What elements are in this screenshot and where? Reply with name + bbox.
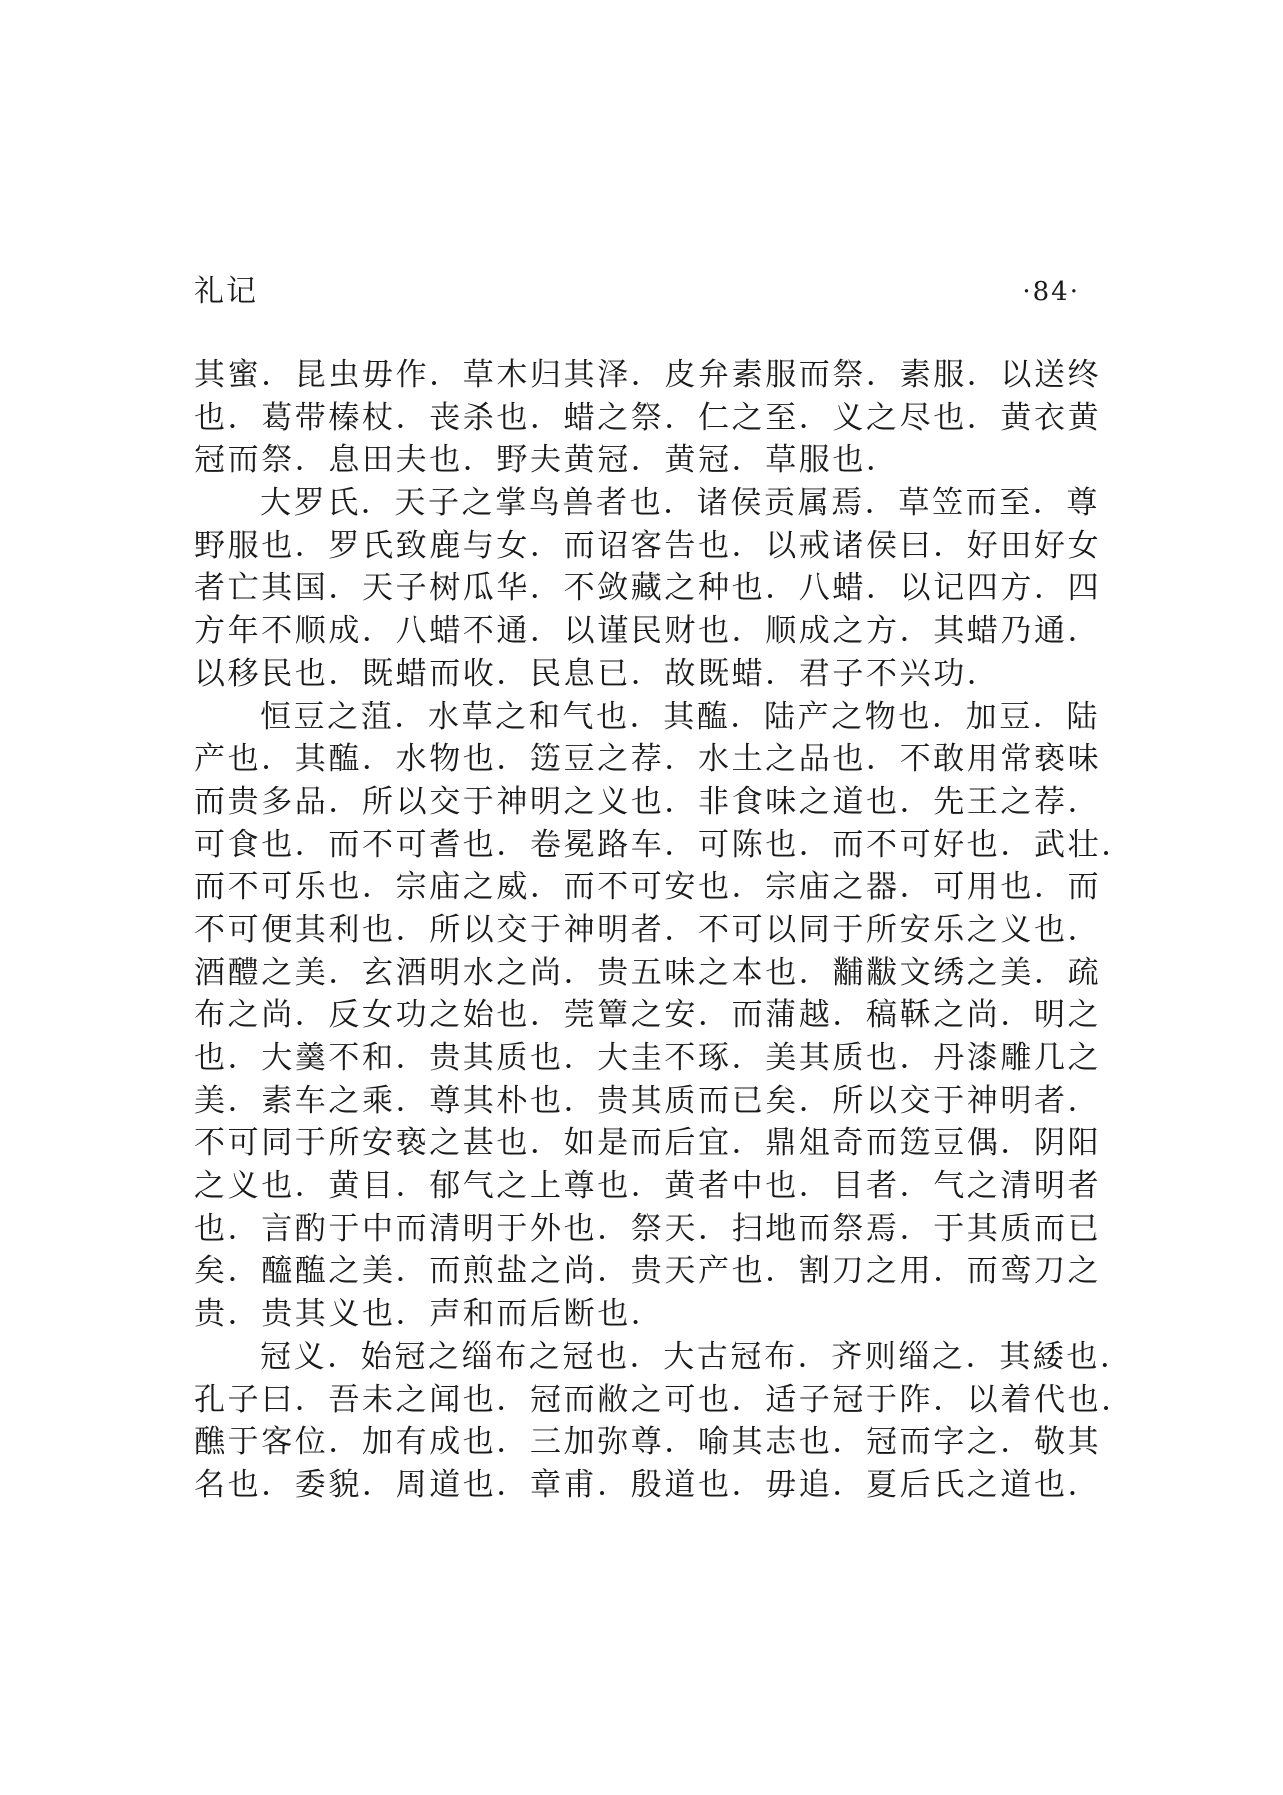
text-line: 贵．贵其义也．声和而后断也． [194, 1296, 665, 1333]
text-line: 冠而祭．息田夫也．野夫黄冠．黄冠．草服也． [194, 442, 900, 479]
text-line: 不可同于所安亵之甚也．如是而后宜．鼎俎奇而笾豆偶．阴阳 [194, 1125, 1102, 1162]
paragraph-first-line: 恒豆之菹．水草之和气也．其醢．陆产之物也．加豆．陆 [260, 698, 1100, 735]
text-line: 之义也．黄目．郁气之上尊也．黄者中也．目者．气之清明者 [194, 1168, 1102, 1205]
text-line: 矣．醯醢之美．而煎盐之尚．贵天产也．割刀之用．而鸾刀之 [194, 1253, 1102, 1290]
text-line: 野服也．罗氏致鹿与女．而诏客告也．以戒诸侯曰．好田好女 [194, 527, 1102, 564]
text-line: 也．言酌于中而清明于外也．祭天．扫地而祭焉．于其质而已 [194, 1210, 1102, 1247]
paragraph-first-line: 冠义．始冠之缁布之冠也．大古冠布．齐则缁之．其緌也． [260, 1338, 1134, 1375]
text-line: 美．素车之乘．尊其朴也．贵其质而已矣．所以交于神明者． [194, 1082, 1102, 1119]
book-title: 礼记 [194, 274, 258, 309]
text-line: 以移民也．既蜡而收．民息已．故既蜡．君子不兴功． [194, 655, 1001, 692]
text-line: 也．葛带榛杖．丧杀也．蜡之祭．仁之至．义之尽也．黄衣黄 [194, 399, 1102, 436]
text-line: 而不可乐也．宗庙之威．而不可安也．宗庙之器．可用也．而 [194, 869, 1102, 906]
page-number: ·84· [1022, 277, 1080, 307]
text-line: 可食也．而不可耆也．卷冕路车．可陈也．而不可好也．武壮． [194, 826, 1135, 863]
text-line: 方年不顺成．八蜡不通．以谨民财也．顺成之方．其蜡乃通． [194, 613, 1102, 650]
body-text [194, 354, 1135, 1507]
text-line: 醮于客位．加有成也．三加弥尊．喻其志也．冠而字之．敬其 [194, 1424, 1102, 1461]
paragraph-first-line: 大罗氏．天子之掌鸟兽者也．诸侯贡属焉．草笠而至．尊 [260, 485, 1100, 522]
text-line: 孔子曰．吾未之闻也．冠而敝之可也．适子冠于阼．以着代也． [194, 1381, 1135, 1418]
text-line: 也．大羹不和．贵其质也．大圭不琢．美其质也．丹漆雕几之 [194, 1040, 1102, 1076]
text-line: 而贵多品．所以交于神明之义也．非食味之道也．先王之荐． [194, 783, 1102, 820]
text-line: 其蜜．昆虫毋作．草木归其泽．皮弁素服而祭．素服．以送终 [194, 357, 1102, 393]
text-line: 不可便其利也．所以交于神明者．不可以同于所安乐之义也． [194, 911, 1102, 948]
text-line: 产也．其醢．水物也．笾豆之荐．水土之品也．不敢用常亵味 [194, 741, 1102, 778]
text-line: 者亡其国．天子树瓜华．不敛藏之种也．八蜡．以记四方．四 [194, 570, 1102, 607]
text-line: 酒醴之美．玄酒明水之尚．贵五味之本也．黼黻文绣之美．疏 [194, 954, 1102, 991]
text-line: 名也．委貌．周道也．章甫．殷道也．毋追．夏后氏之道也． [194, 1466, 1102, 1503]
text-line: 布之尚．反女功之始也．莞簟之安．而蒲越．稿鞂之尚．明之 [194, 997, 1102, 1034]
page-header [194, 270, 1084, 314]
